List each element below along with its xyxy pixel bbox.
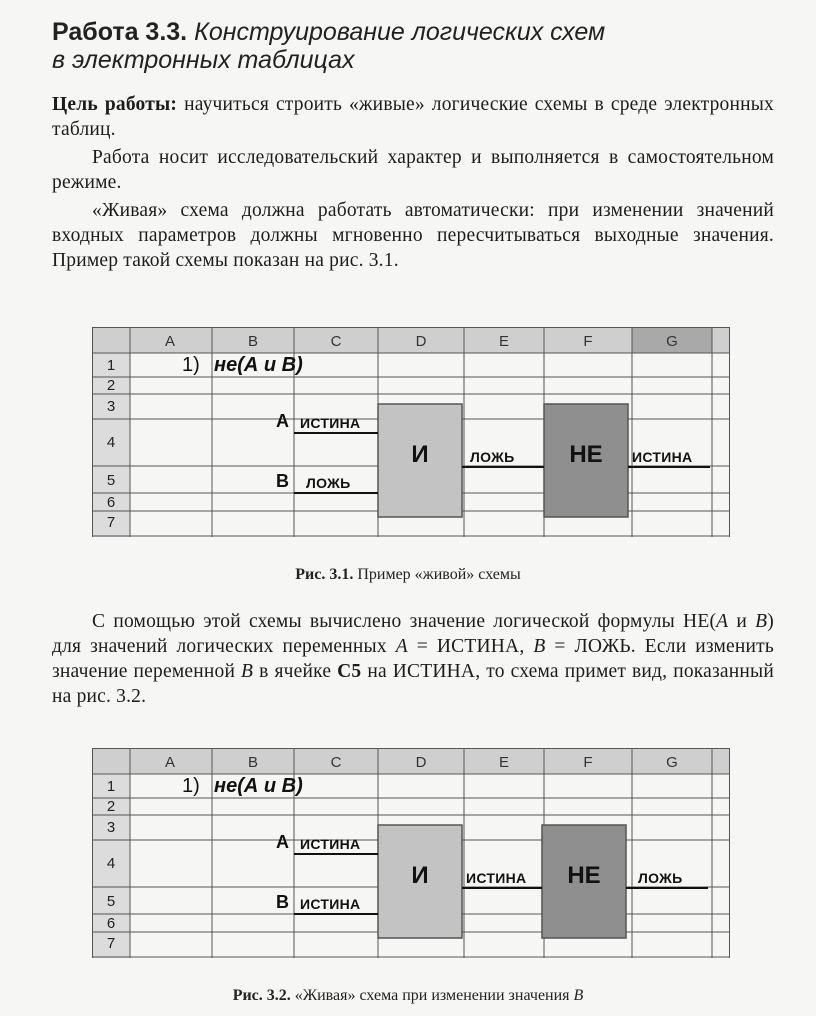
column-header-d: D	[415, 333, 427, 350]
variable-a-label: А	[276, 411, 289, 431]
row-header-7: 7	[106, 935, 116, 952]
row-header-1: 1	[106, 357, 116, 374]
and-gate-output: ИСТИНА	[466, 870, 527, 886]
row-header-2: 2	[106, 377, 116, 394]
column-header-c: C	[330, 754, 342, 771]
row-header-5: 5	[106, 472, 116, 489]
formula-text: не(А и В)	[214, 354, 303, 376]
p4-var-a: A	[716, 611, 729, 632]
paragraph-2-text: Работа носит исследовательский характер и выполняется в самостоятельном режиме.	[52, 147, 774, 193]
variable-a-value: ИСТИНА	[300, 415, 361, 431]
work-title-line2: в электронных таблицах	[52, 46, 355, 74]
variable-b-label: В	[276, 892, 289, 912]
column-header-f: F	[583, 754, 593, 771]
paragraph-4	[52, 609, 774, 709]
figure-3-2-spreadsheet	[92, 748, 730, 958]
p4-var-b2: B	[533, 636, 546, 657]
row-header-6: 6	[106, 915, 116, 932]
variable-a-value: ИСТИНА	[300, 836, 361, 852]
p4-text-4: на ИСТИНА, то схема примет вид, показанный на рис. 3.2.	[52, 661, 774, 707]
row-header-6: 6	[106, 494, 116, 511]
not-gate-output: ИСТИНА	[632, 449, 693, 465]
variable-b-value: ИСТИНА	[300, 896, 361, 912]
and-gate-output: ЛОЖЬ	[470, 449, 515, 465]
and-gate-label: И	[411, 441, 429, 468]
paragraph-2	[52, 145, 774, 195]
row-header-4: 4	[106, 855, 116, 872]
column-header-d: D	[415, 754, 427, 771]
row-header-7: 7	[106, 514, 116, 531]
row-header-3: 3	[106, 398, 116, 415]
column-header-e: E	[498, 754, 509, 771]
figure-3-1-caption-label: Рис. 3.1.	[295, 566, 354, 583]
p4-cell-ref: C5	[337, 661, 362, 682]
figure-3-2-caption	[0, 987, 816, 1005]
row-header-3: 3	[106, 819, 116, 836]
not-gate-label: НЕ	[567, 862, 601, 889]
work-title-line1: Конструирование логических схем	[194, 18, 606, 46]
and-gate-label: И	[411, 862, 429, 889]
formula-number: 1)	[182, 775, 200, 797]
column-header-a: A	[164, 754, 175, 771]
column-header-c: C	[330, 333, 342, 350]
row-header-5: 5	[106, 893, 116, 910]
p4-eq-1: = ИСТИНА,	[407, 636, 534, 657]
figure-3-2-caption-var: B	[573, 987, 584, 1004]
goal-paragraph	[52, 92, 774, 142]
p4-text-3: в ячейке	[253, 661, 338, 682]
formula-number: 1)	[182, 354, 200, 376]
row-header-1: 1	[106, 778, 116, 795]
column-header-b: B	[247, 333, 258, 350]
column-header-b: B	[247, 754, 258, 771]
goal-label: Цель работы:	[52, 94, 178, 115]
column-header-e: E	[498, 333, 509, 350]
p4-var-a2: A	[395, 636, 408, 657]
p4-and: и	[728, 611, 756, 632]
p4-var-b: B	[755, 611, 768, 632]
variable-b-label: В	[276, 471, 289, 491]
p4-eq-2: = ЛОЖЬ. Если изменить значение переменной	[52, 636, 774, 682]
not-gate-output: ЛОЖЬ	[638, 870, 683, 886]
paragraph-3-text: «Живая» схема должна работать автоматически: при изменении значений входных параметров должны мгновенно пересчитываться выходные значения. Пример такой схемы показан на рис. 3.1.	[52, 200, 774, 271]
not-gate-label: НЕ	[569, 441, 603, 468]
p4-var-b3: B	[241, 661, 254, 682]
goal-text: научиться строить «живые» логические схемы в среде электронных таблиц.	[52, 94, 774, 140]
column-header-g: G	[666, 333, 678, 350]
figure-3-1-caption	[0, 566, 816, 584]
p4-text-2: ) для значений логических переменных	[52, 611, 774, 657]
column-header-g: G	[666, 754, 678, 771]
figure-3-2-caption-text: «Живая» схема при изменении значения	[290, 987, 574, 1004]
paragraph-3	[52, 198, 774, 273]
figure-3-2-caption-label: Рис. 3.2.	[232, 987, 291, 1004]
formula-text: не(А и В)	[214, 775, 303, 797]
row-header-2: 2	[106, 798, 116, 815]
column-header-a: A	[164, 333, 175, 350]
work-heading	[52, 18, 772, 74]
row-header-4: 4	[106, 434, 116, 451]
p4-text-1: С помощью этой схемы вычислено значение логической формулы НЕ(	[92, 611, 717, 632]
figure-3-1-caption-text: Пример «живой» схемы	[353, 566, 521, 583]
figure-3-1-spreadsheet	[92, 327, 730, 537]
column-header-f: F	[583, 333, 593, 350]
work-number: Работа 3.3.	[52, 18, 188, 46]
variable-b-value: ЛОЖЬ	[306, 475, 351, 491]
variable-a-label: А	[276, 832, 289, 852]
